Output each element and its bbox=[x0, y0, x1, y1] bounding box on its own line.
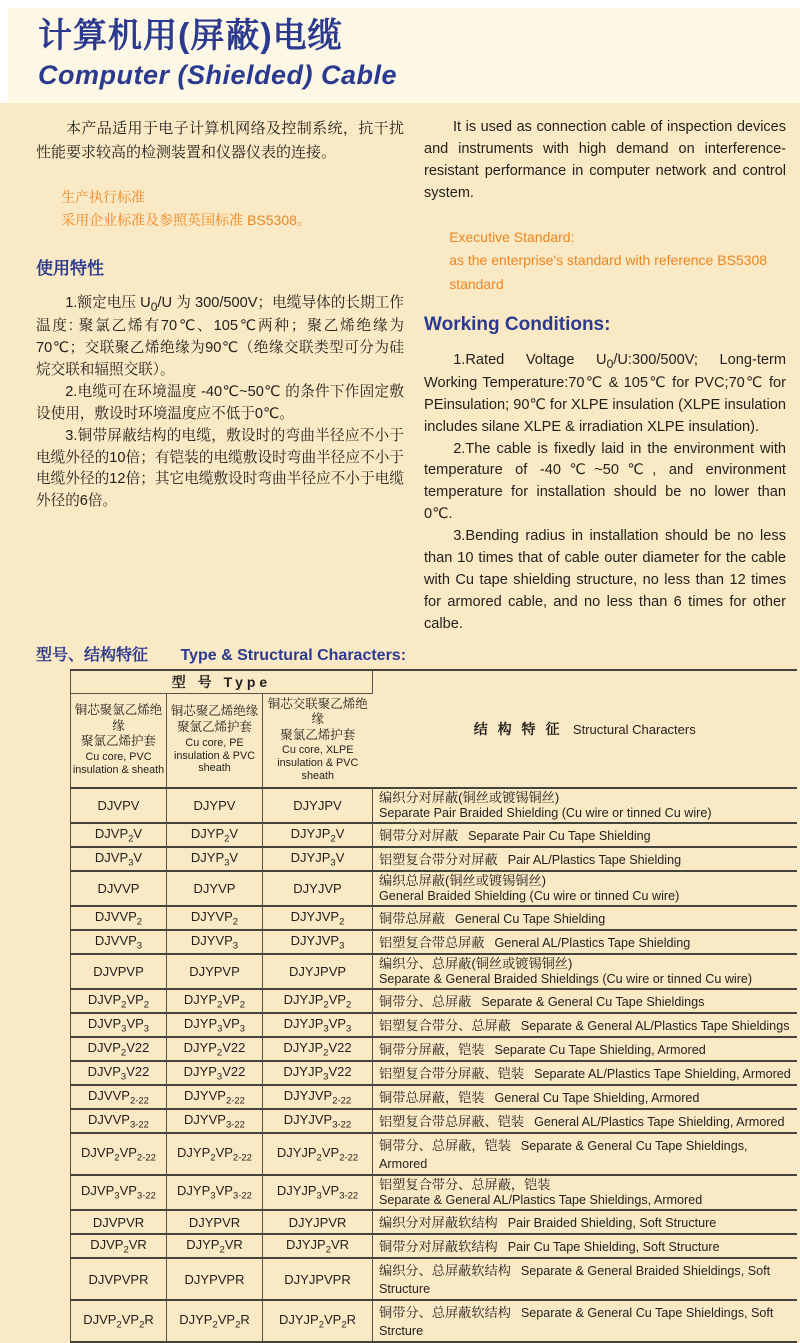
structural-character-en: Separate & General Braided Shieldings, Soft Structure bbox=[379, 1264, 771, 1297]
type-code: $DJVP_3V22$ bbox=[71, 1061, 167, 1085]
structural-character-en: Separate & General Braided Shieldings (Cu wire or tinned Cu wire) bbox=[379, 971, 753, 986]
structural-character-zh: 编织总屏蔽(铜丝或镀锡铜丝) bbox=[379, 873, 547, 889]
structural-character-en: Pair Cu Tape Shielding, Soft Structure bbox=[507, 1240, 720, 1255]
table-row bbox=[71, 1175, 797, 1210]
table-row bbox=[71, 1037, 797, 1061]
structural-character-zh: 编织分对屏蔽软结构 bbox=[379, 1215, 498, 1231]
type-code: $DJYJP_3V22$ bbox=[263, 1061, 373, 1085]
structural-character-cell bbox=[373, 930, 797, 954]
standard-block-en bbox=[424, 226, 786, 295]
type-code: $DJYP_2V$ bbox=[167, 823, 263, 847]
type-code: $DJYJP_2VR$ bbox=[263, 1234, 373, 1258]
type-code: DJYPV bbox=[167, 788, 263, 823]
structural-character-en: Separate & General Cu Tape Shieldings, Soft Strcture bbox=[379, 1306, 774, 1339]
structural-character-cell bbox=[373, 871, 797, 906]
usage-item-2: 2.电缆可在环境温度 -40℃~50℃ 的条件下作固定敷设使用，敷设时环境温度应不低于0℃。 bbox=[36, 383, 404, 422]
intro-paragraph-zh: 本产品适用于电子计算机网络及控制系统，抗干扰性能要求较高的检测装置和仪器仪表的连接。 bbox=[36, 120, 404, 161]
structural-character-cell bbox=[373, 989, 797, 1013]
type-code: DJVPV bbox=[71, 788, 167, 823]
type-code: $DJVP_2VR$ bbox=[71, 1234, 167, 1258]
structural-character-zh: 铝塑复合带总屏蔽 bbox=[379, 935, 485, 951]
table-row bbox=[71, 954, 797, 989]
type-table-header bbox=[71, 670, 797, 789]
structural-character-cell bbox=[373, 823, 797, 847]
column-header-zh-line2: 聚氯乙烯护套 bbox=[80, 734, 156, 749]
structural-character-en: Pair Braided Shielding, Soft Structure bbox=[507, 1216, 717, 1231]
structural-character-en: Separate & General AL/Plastics Tape Shieldings, Armored bbox=[379, 1192, 703, 1207]
structural-character-zh: 铜带分屏蔽，铠装 bbox=[379, 1042, 485, 1058]
structural-character-en: Separate AL/Plastics Tape Shielding, Armored bbox=[534, 1067, 791, 1082]
column-header-pvc bbox=[71, 693, 167, 788]
type-code: $DJYP_2VP_2R$ bbox=[167, 1300, 263, 1342]
standard-title-zh: 生产执行标准 bbox=[61, 188, 146, 205]
type-code: $DJVP_3V$ bbox=[71, 847, 167, 871]
type-code: $DJYJVP_3$ bbox=[263, 930, 373, 954]
left-column bbox=[36, 117, 404, 635]
structural-character-en: Separate & General AL/Plastics Tape Shieldings bbox=[520, 1019, 790, 1034]
structural-header-en: Structural Characters bbox=[572, 721, 696, 737]
type-code: $DJYJP_2VP_{2-22}$ bbox=[263, 1133, 373, 1175]
type-code: $DJVP_3VP_{3-22}$ bbox=[71, 1175, 167, 1210]
right-column bbox=[424, 117, 786, 635]
type-code: $DJVVP_{2-22}$ bbox=[71, 1085, 167, 1109]
structural-character-en: Separate & General Cu Tape Shieldings bbox=[481, 995, 705, 1010]
structural-character-en: Separate Cu Tape Shielding, Armored bbox=[494, 1043, 706, 1058]
working-item-3: 3.Bending radius in installation should be no less than 10 times that of cable outer diameter for the cable with Cu tape shielding structure, no less than 12 times for armored cable, and no less than 6 times for other calbe. bbox=[424, 528, 786, 632]
type-code: $DJVP_2V$ bbox=[71, 823, 167, 847]
page bbox=[0, 8, 800, 1343]
standard-body-en: as the enterprise's standard with reference BS5308 standard bbox=[449, 252, 768, 292]
structural-character-zh: 铜带分、总屏蔽 bbox=[379, 994, 472, 1010]
type-code: DJYPVP bbox=[167, 954, 263, 989]
intro-paragraph-en: It is used as connection cable of inspection devices and instruments with high demand on interference-resistant performance in computer network and control system. bbox=[424, 119, 786, 201]
header-band bbox=[8, 8, 800, 103]
structural-header-zh: 结 构 特 征 bbox=[473, 720, 563, 737]
type-code: $DJYJP_3VP_3$ bbox=[263, 1013, 373, 1037]
usage-item-1: 1.额定电压 $U_0/U$ 为 300/500V；电缆导体的长期工作温度: 聚氯乙烯有70℃、105℃两种；聚乙烯绝缘为70℃；交联聚乙烯绝缘为90℃（绝缘交联类型可分为硅烷交联和辐照交联）。 bbox=[36, 295, 404, 379]
type-code: DJVPVP bbox=[71, 954, 167, 989]
table-row bbox=[71, 906, 797, 930]
column-header-xlpe bbox=[263, 693, 373, 788]
column-header-en: Cu core, PVC insulation & sheath bbox=[72, 750, 165, 776]
structural-character-zh: 铜带分对屏蔽软结构 bbox=[379, 1239, 498, 1255]
table-heading-en: Type & Structural Characters: bbox=[180, 646, 407, 664]
type-code: DJYVP bbox=[167, 871, 263, 906]
column-header-zh-line1: 铜芯聚氯乙烯绝缘 bbox=[74, 702, 163, 733]
structural-character-cell bbox=[373, 1133, 797, 1175]
type-code: DJYPVPR bbox=[167, 1258, 263, 1300]
type-code: $DJYJP_2VP_2$ bbox=[263, 989, 373, 1013]
structural-character-cell bbox=[373, 1085, 797, 1109]
type-group-header: 型 号 Type bbox=[71, 670, 373, 694]
section-heading-working-conditions: Working Conditions: bbox=[424, 313, 611, 335]
table-section-heading bbox=[36, 642, 800, 665]
structural-character-cell bbox=[373, 1175, 797, 1210]
structural-character-zh: 铝塑复合带分屏蔽、铠装 bbox=[379, 1066, 525, 1082]
structural-character-cell bbox=[373, 1234, 797, 1258]
type-code: DJVPVR bbox=[71, 1210, 167, 1234]
type-code: $DJYJP_2V$ bbox=[263, 823, 373, 847]
structural-character-zh: 铝塑复合带总屏蔽、铠装 bbox=[379, 1114, 525, 1130]
table-row bbox=[71, 823, 797, 847]
type-code: $DJVP_3VP_3$ bbox=[71, 1013, 167, 1037]
table-heading-zh: 型号、结构特征 bbox=[36, 646, 149, 664]
type-code: $DJVVP_2$ bbox=[71, 906, 167, 930]
structural-character-en: General Cu Tape Shielding bbox=[454, 912, 606, 927]
type-code: DJYJPV bbox=[263, 788, 373, 823]
column-header-zh-line2: 聚氯乙烯护套 bbox=[176, 719, 252, 734]
type-code: $DJYP_3VP_3$ bbox=[167, 1013, 263, 1037]
type-table bbox=[70, 669, 797, 1343]
structural-character-zh: 铜带分对屏蔽 bbox=[379, 828, 459, 844]
type-code: DJYPVR bbox=[167, 1210, 263, 1234]
type-code: $DJVVP_3$ bbox=[71, 930, 167, 954]
structural-character-zh: 铜带总屏蔽，铠装 bbox=[379, 1090, 485, 1106]
structural-character-zh: 编织分、总屏蔽(铜丝或镀锡铜丝) bbox=[379, 956, 573, 972]
type-code: DJYJPVP bbox=[263, 954, 373, 989]
type-code: $DJYJVP_{2-22}$ bbox=[263, 1085, 373, 1109]
type-code: $DJYJP_2VP_2R$ bbox=[263, 1300, 373, 1342]
table-row bbox=[71, 1061, 797, 1085]
structural-character-zh: 编织分、总屏蔽软结构 bbox=[379, 1263, 511, 1279]
structural-character-cell bbox=[373, 906, 797, 930]
structural-character-cell bbox=[373, 788, 797, 823]
structural-character-cell bbox=[373, 1013, 797, 1037]
type-code: $DJYJP_3V$ bbox=[263, 847, 373, 871]
intro-columns bbox=[0, 117, 800, 635]
structural-character-en: General Cu Tape Shielding, Armored bbox=[494, 1091, 700, 1106]
type-code: $DJVP_2VP_2$ bbox=[71, 989, 167, 1013]
type-code: $DJYP_3V$ bbox=[167, 847, 263, 871]
type-code: $DJYP_2V22$ bbox=[167, 1037, 263, 1061]
type-code: $DJYVP_3$ bbox=[167, 930, 263, 954]
structural-character-cell bbox=[373, 847, 797, 871]
type-code: $DJYJVP_{3-22}$ bbox=[263, 1109, 373, 1133]
structural-characters-header bbox=[373, 670, 797, 789]
table-row bbox=[71, 788, 797, 823]
table-row bbox=[71, 1210, 797, 1234]
column-header-pe bbox=[167, 693, 263, 788]
working-item-1: 1.Rated Voltage $U_0/U:300/500V$; Long-term Working Temperature:70℃ & 105℃ for PVC;70℃ for PEinsulation; 90℃ for XLPE insulation (XLPE insulation includes silane XLPE & irradiation XLPE insulation). bbox=[424, 351, 787, 435]
column-header-zh-line1: 铜芯聚乙烯绝缘 bbox=[170, 704, 259, 719]
usage-item-3: 3.铜带屏蔽结构的电缆，敷设时的弯曲半径应不小于电缆外径的10倍；有铠装的电缆敷设时弯曲半径应不小于电缆外径的12倍；其它电缆敷设时弯曲半径应不小于电缆外径的6倍。 bbox=[36, 427, 404, 510]
table-row bbox=[71, 930, 797, 954]
structural-character-cell bbox=[373, 1210, 797, 1234]
table-row bbox=[71, 1300, 797, 1342]
type-code: $DJVP_2V22$ bbox=[71, 1037, 167, 1061]
column-header-zh-line2: 聚氯乙烯护套 bbox=[280, 727, 356, 742]
table-row bbox=[71, 1109, 797, 1133]
table-row bbox=[71, 871, 797, 906]
column-header-en: Cu core, XLPE insulation & PVC sheath bbox=[277, 744, 359, 783]
standard-body-zh: 采用企业标准及参照英国标准 BS5308。 bbox=[61, 211, 311, 228]
type-code: DJYJPVPR bbox=[263, 1258, 373, 1300]
type-code: $DJYVP_2$ bbox=[167, 906, 263, 930]
type-code: DJVPVPR bbox=[71, 1258, 167, 1300]
structural-character-cell bbox=[373, 1061, 797, 1085]
type-code: $DJVVP_{3-22}$ bbox=[71, 1109, 167, 1133]
structural-character-cell bbox=[373, 1109, 797, 1133]
structural-character-en: Pair AL/Plastics Tape Shielding bbox=[507, 853, 682, 868]
structural-character-zh: 铝塑复合带分对屏蔽 bbox=[379, 852, 498, 868]
structural-character-zh: 铜带总屏蔽 bbox=[379, 911, 445, 927]
type-code: $DJYP_2VR$ bbox=[167, 1234, 263, 1258]
type-code: $DJYJP_3VP_{3-22}$ bbox=[263, 1175, 373, 1210]
type-code: DJVVP bbox=[71, 871, 167, 906]
table-row bbox=[71, 1234, 797, 1258]
column-header-zh-line1: 铜芯交联聚乙烯绝缘 bbox=[267, 696, 368, 727]
structural-character-cell bbox=[373, 954, 797, 989]
column-header-en: Cu core, PE insulation & PVC sheath bbox=[173, 736, 256, 775]
structural-character-zh: 铜带分、总屏蔽，铠装 bbox=[379, 1138, 511, 1154]
type-code: $DJVP_2VP_{2-22}$ bbox=[71, 1133, 167, 1175]
page-title-zh: 计算机用(屏蔽)电缆 bbox=[38, 17, 343, 55]
type-table-body bbox=[71, 788, 797, 1342]
structural-character-en: General AL/Plastics Tape Shielding, Armored bbox=[534, 1115, 785, 1130]
type-code: $DJYP_2VP_{2-22}$ bbox=[167, 1133, 263, 1175]
type-code: $DJYP_3V22$ bbox=[167, 1061, 263, 1085]
structural-character-en: General Braided Shielding (Cu wire or tinned Cu wire) bbox=[379, 888, 680, 903]
main-content bbox=[0, 103, 800, 1343]
type-code: DJYJVP bbox=[263, 871, 373, 906]
type-code: DJYJPVR bbox=[263, 1210, 373, 1234]
table-row bbox=[71, 1133, 797, 1175]
standard-block-zh bbox=[36, 186, 404, 232]
structural-character-zh: 铜带分、总屏蔽软结构 bbox=[379, 1305, 511, 1321]
type-code: $DJYJVP_2$ bbox=[263, 906, 373, 930]
type-code: $DJYVP_{3-22}$ bbox=[167, 1109, 263, 1133]
type-code: $DJYVP_{2-22}$ bbox=[167, 1085, 263, 1109]
table-row bbox=[71, 989, 797, 1013]
type-code: $DJYP_2VP_2$ bbox=[167, 989, 263, 1013]
type-code: $DJVP_2VP_2R$ bbox=[71, 1300, 167, 1342]
working-item-2: 2.The cable is fixedly laid in the environment with temperature of -40℃~50℃, and environment temperature for installation should be no lower than 0℃. bbox=[424, 440, 786, 523]
structural-character-cell bbox=[373, 1037, 797, 1061]
structural-character-zh: 铝塑复合带分、总屏蔽 bbox=[379, 1018, 511, 1034]
standard-title-en: Executive Standard: bbox=[449, 229, 575, 246]
page-title-en: Computer (Shielded) Cable bbox=[38, 60, 398, 91]
structural-character-en: Separate Pair Cu Tape Shielding bbox=[468, 829, 651, 844]
structural-character-cell bbox=[373, 1300, 797, 1342]
table-row bbox=[71, 1258, 797, 1300]
type-code: $DJYJP_2V22$ bbox=[263, 1037, 373, 1061]
table-row bbox=[71, 1085, 797, 1109]
structural-character-en: Separate Pair Braided Shielding (Cu wire or tinned Cu wire) bbox=[379, 805, 712, 820]
structural-character-zh: 铝塑复合带分、总屏蔽，铠装 bbox=[379, 1177, 551, 1193]
table-row bbox=[71, 1013, 797, 1037]
structural-character-zh: 编织分对屏蔽(铜丝或镀锡铜丝) bbox=[379, 790, 560, 806]
section-heading-usage: 使用特性 bbox=[36, 259, 104, 279]
structural-character-en: Separate & General Cu Tape Shieldings, Armored bbox=[379, 1139, 748, 1172]
structural-character-en: General AL/Plastics Tape Shielding bbox=[494, 936, 691, 951]
type-code: $DJYP_3VP_{3-22}$ bbox=[167, 1175, 263, 1210]
structural-character-cell bbox=[373, 1258, 797, 1300]
table-row bbox=[71, 847, 797, 871]
